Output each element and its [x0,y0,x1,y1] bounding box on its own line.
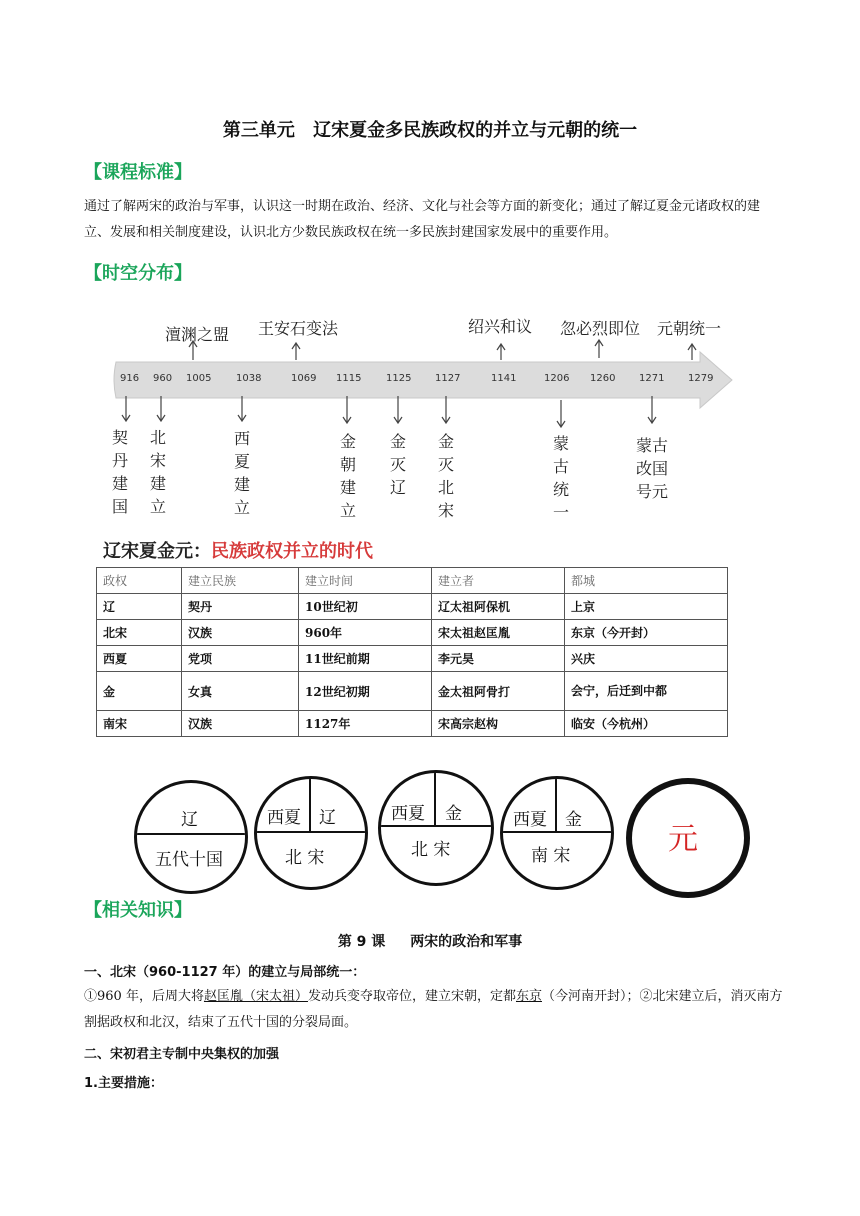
era-heading [103,537,373,563]
timeline-year: 1069 [291,373,317,384]
timeline-event-top: 忽必烈即位 [560,319,641,338]
table-row: 西夏 党项 11世纪前期 李元昊 兴庆 [97,646,728,672]
timeline-event-bottom: 北 宋 建 立 [149,428,166,516]
timeline-event-top: 澶渊之盟 [165,325,230,344]
underlined-term: 赵匡胤（宋太祖） [203,989,308,1004]
timeline-event-top: 绍兴和议 [468,317,533,336]
timeline-event-bottom: 蒙古 改国 号元 [635,436,668,501]
section-standard-heading: 【课程标准】 [84,162,192,183]
lesson-number: 第 9 课 [337,934,386,950]
timeline-year: 916 [120,373,140,384]
timeline-year: 1279 [688,373,714,384]
timeline-year: 1038 [236,373,262,384]
era-label-highlight: 民族政权并立的时代 [211,541,373,562]
timeline-event-bottom: 契 丹 建 国 [111,428,128,516]
timeline-year: 1127 [435,373,461,384]
timeline-year: 1260 [590,373,616,384]
timeline-year: 960 [153,373,173,384]
table-header-row [97,568,728,594]
timeline-event-bottom: 蒙 古 统 一 [552,434,569,522]
table-header: 建立民族 [182,568,299,594]
page-title [0,116,860,142]
timeline-year: 1271 [639,373,665,384]
lesson-name: 两宋的政治和军事 [410,934,523,950]
timeline-year: 1125 [386,373,412,384]
timeline-event-top: 元朝统一 [657,319,722,338]
timeline-event-bottom: 金 灭 北 宋 [437,432,454,520]
era-label: 辽宋夏金元： [103,541,211,562]
table-header: 建立者 [432,568,565,594]
table-header: 建立时间 [299,568,432,594]
table-header: 都城 [565,568,728,594]
timeline-year: 1206 [544,373,570,384]
timeline-year: 1141 [491,373,517,384]
section-knowledge-heading: 【相关知识】 [84,900,192,921]
unit-number: 第三单元 [222,120,295,141]
dynasty-table [96,567,728,737]
timeline-event-bottom: 西 夏 建 立 [233,429,250,517]
underlined-term: 东京 [515,989,542,1004]
table-row: 金 女真 12世纪初期 金太祖阿骨打 会宁，后迁到中都 [97,672,728,711]
unit-name: 辽宋夏金多民族政权的并立与元朝的统一 [313,120,638,141]
table-row: 北宋 汉族 960年 宋太祖赵匡胤 东京（今开封） [97,620,728,646]
era-circle-xixia-liao-beisong: 西夏 辽 北 宋 [254,776,368,890]
section-timespace-heading: 【时空分布】 [84,263,192,284]
era-circle-liao-wudai: 辽 五代十国 [134,780,248,894]
timeline-year: 1115 [336,373,362,384]
table-row: 辽 契丹 10世纪初 辽太祖阿保机 上京 [97,594,728,620]
heading-main-measures: 1.主要措施： [84,1076,163,1091]
table-row: 南宋 汉族 1127年 宋高宗赵构 临安（今杭州） [97,711,728,737]
table-header: 政权 [97,568,182,594]
timeline-year: 1005 [186,373,212,384]
heading-beisong-founding: 一、北宋（960-1127 年）的建立与局部统一： [84,965,366,980]
paragraph-beisong: ①960 年，后周大将赵匡胤（宋太祖）发动兵变夺取帝位，建立宋朝，定都东京（今河南开封）；②北宋建立后，消灭南方割据政权和北汉，结束了五代十国的分裂局面。 [84,989,783,1030]
heading-centralization: 二、宋初君主专制中央集权的加强 [84,1047,280,1062]
timeline-pointer-arrows [0,330,860,440]
era-circle-xixia-jin-nansong: 西夏 金 南 宋 [500,776,614,890]
lesson-title [0,931,860,951]
timeline-event-bottom: 金 灭 辽 [389,432,406,497]
standard-text: 通过了解两宋的政治与军事，认识这一时期在政治、经济、文化与社会等方面的新变化；通过了解辽夏金元诸政权的建立、发展和相关制度建设，认识北方少数民族政权在统一多民族封建国家发展中的重要作用。 [84,199,761,240]
timeline-event-bottom: 金 朝 建 立 [339,432,356,520]
timeline-event-top: 王安石变法 [258,319,339,338]
era-circle-yuan: 元 [626,778,750,898]
era-circle-xixia-jin-beisong: 西夏 金 北 宋 [378,770,494,886]
